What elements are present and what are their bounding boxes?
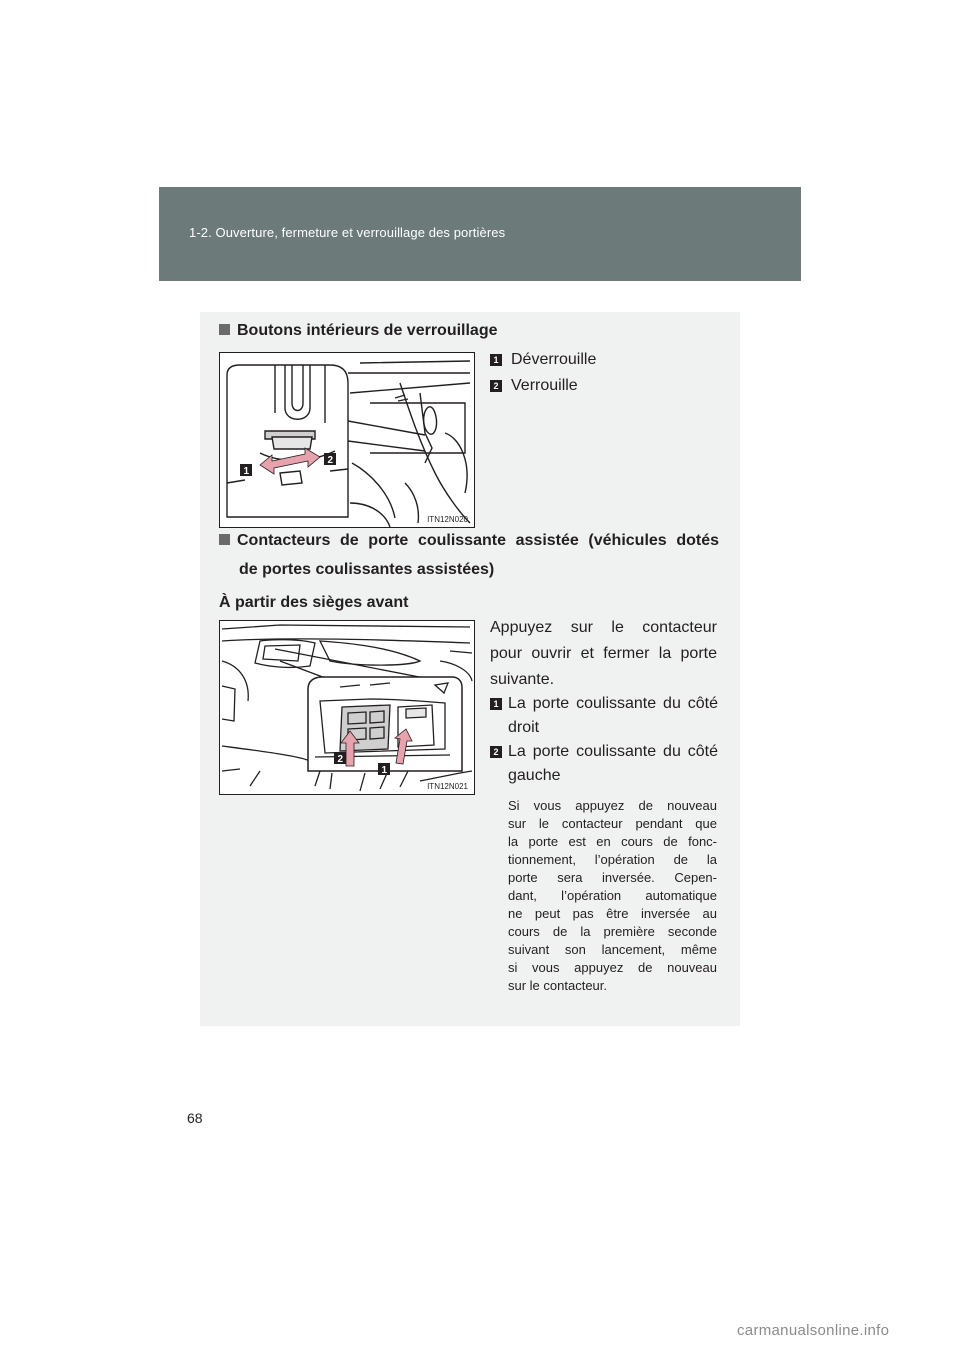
list-number-badge: 2	[490, 746, 502, 758]
list-number-badge: 2	[490, 380, 502, 392]
square-bullet-icon	[219, 534, 230, 545]
door-lock-illustration	[220, 353, 474, 527]
figure-door-lock-buttons	[219, 352, 475, 528]
figure-code: ITN12N021	[427, 782, 468, 791]
list-item-lock: Verrouille	[511, 377, 578, 394]
list-number-badge: 1	[490, 698, 502, 710]
section-1-title: Boutons intérieurs de verrouillage	[219, 318, 498, 344]
chapter-header	[159, 187, 801, 281]
list-number-badge: 1	[490, 354, 502, 366]
section-2-title: Contacteurs de porte coulissante assistée (véhicules dotés de portes coulissantes assistées)	[219, 528, 719, 583]
list-item-unlock: Déverrouille	[511, 351, 597, 368]
figure-code: ITN12N020	[427, 515, 468, 524]
list-item-right-door: La porte coulissante du côté droit	[508, 695, 718, 736]
chapter-title: 1-2. Ouverture, fermeture et verrouillage des portières	[189, 225, 506, 240]
note-paragraph: Si vous appuyez de nouveau sur le contacteur pendant que la porte est en cours de fonc- tionnement, l’opération de la porte sera inversée. Cepen- dant, l’opération automatique ne peut pas être inversée au cours de la première seconde suivant son lancement, même si vous appuyez de nouveau sur le contacteur.	[508, 798, 717, 993]
intro-paragraph: Appuyez sur le contacteur pour ouvrir et fermer la porte suivante.	[490, 619, 717, 688]
overhead-console-illustration	[220, 621, 474, 794]
watermark: carmanualsonline.info	[737, 1322, 890, 1339]
subheading: À partir des sièges avant	[219, 594, 409, 611]
callout-2-label: 2	[327, 455, 334, 466]
page-number: 68	[187, 1110, 203, 1126]
figure-power-sliding-switches	[219, 620, 475, 795]
callout-1-label: 1	[243, 466, 250, 477]
callout-1-label: 1	[381, 765, 388, 776]
square-bullet-icon	[219, 324, 230, 335]
list-item-left-door: La porte coulissante du côté gauche	[508, 743, 718, 784]
callout-2-label: 2	[337, 754, 344, 765]
